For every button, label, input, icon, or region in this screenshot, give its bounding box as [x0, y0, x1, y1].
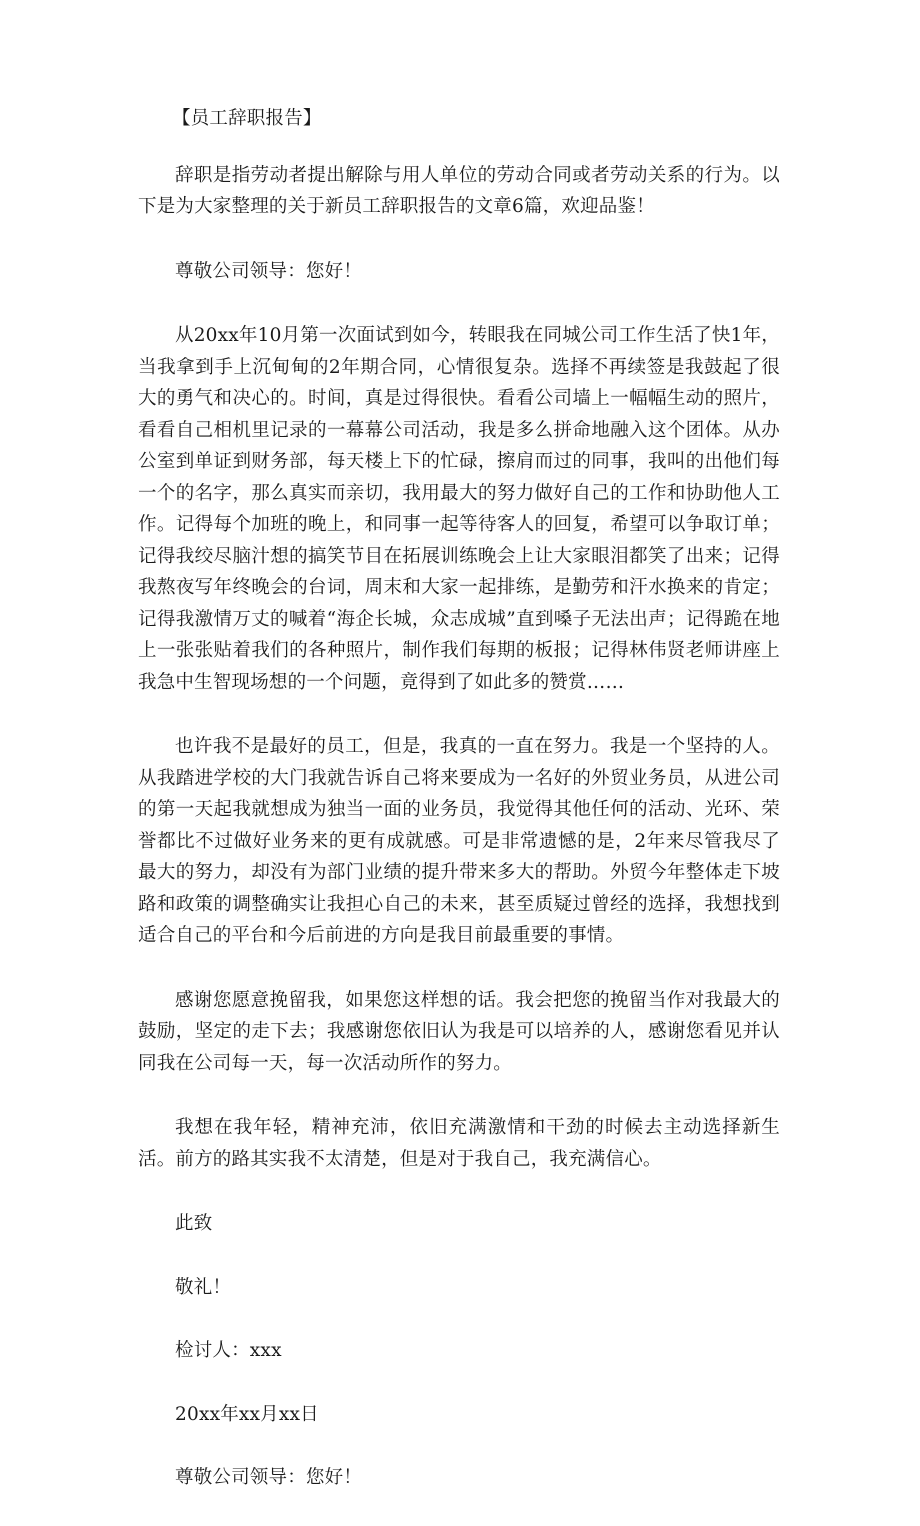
document-body: [138, 103, 780, 1526]
document-title: 【员工辞职报告】: [172, 108, 322, 129]
closing-line-2: 敬礼！: [175, 1276, 232, 1298]
body-paragraph-2: 也许我不是最好的员工，但是，我真的一直在努力。我是一个坚持的人。从我踏进学校的大门我就告诉自己将来要成为一名好的外贸业务员，从进公司的第一天起我就想成为独当一面的业务员，我觉得其他任何的活动、光环、荣誉都比不过做好业务来的更有成就感。可是非常遗憾的是，2年来尽管我尽了最大的努力，却没有为部门业绩的提升带来多大的帮助。外贸今年整体走下坡路和政策的调整确实让我担心自己的未来，甚至质疑过曾经的选择，我想找到适合自己的平台和今后前进的方向是我目前最重要的事情。: [138, 736, 780, 946]
closing-line-1: 此致: [175, 1213, 213, 1234]
body-paragraph-4: 我想在我年轻，精神充沛，依旧充满激情和干劲的时候去主动选择新生活。前方的路其实我不太清楚，但是对于我自己，我充满信心。: [138, 1117, 780, 1170]
date-line: 20xx年xx月xx日: [175, 1403, 319, 1425]
body-paragraph-1: 从20xx年10月第一次面试到如今，转眼我在同城公司工作生活了快1年，当我拿到手上沉甸甸的2年期合同，心情很复杂。选择不再续签是我鼓起了很大的勇气和决心的。时间，真是过得很快。看看公司墙上一幅幅生动的照片，看看自己相机里记录的一幕幕公司活动，我是多么拼命地融入这个团体。从办公室到单证到财务部，每天楼上下的忙碌，擦肩而过的同事，我叫的出他们每一个的名字，那么真实而亲切，我用最大的努力做好自己的工作和协助他人工作。记得每个加班的晚上，和同事一起等待客人的回复，希望可以争取订单；记得我绞尽脑汁想的搞笑节目在拓展训练晚会上让大家眼泪都笑了出来；记得我熬夜写年终晚会的台词，周末和大家一起排练，是勤劳和汗水换来的肯定；记得我激情万丈的喊着“海企长城，众志成城”直到嗓子无法出声；记得跪在地上一张张贴着我们的各种照片，制作我们每期的板报；记得林伟贤老师讲座上我急中生智现场想的一个问题，竟得到了如此多的赞赏……: [138, 325, 780, 693]
signer-line: 检讨人：xxx: [175, 1340, 282, 1361]
body-paragraph-3: 感谢您愿意挽留我，如果您这样想的话。我会把您的挽留当作对我最大的鼓励，坚定的走下去；我感谢您依旧认为我是可以培养的人，感谢您看见并认同我在公司每一天，每一次活动所作的努力。: [138, 989, 780, 1074]
intro-paragraph: 辞职是指劳动者提出解除与用人单位的劳动合同或者劳动关系的行为。以下是为大家整理的关于新员工辞职报告的文章6篇，欢迎品鉴！: [138, 164, 780, 217]
salutation: 尊敬公司领导：您好！: [175, 260, 363, 282]
salutation-2: 尊敬公司领导：您好！: [175, 1467, 363, 1488]
